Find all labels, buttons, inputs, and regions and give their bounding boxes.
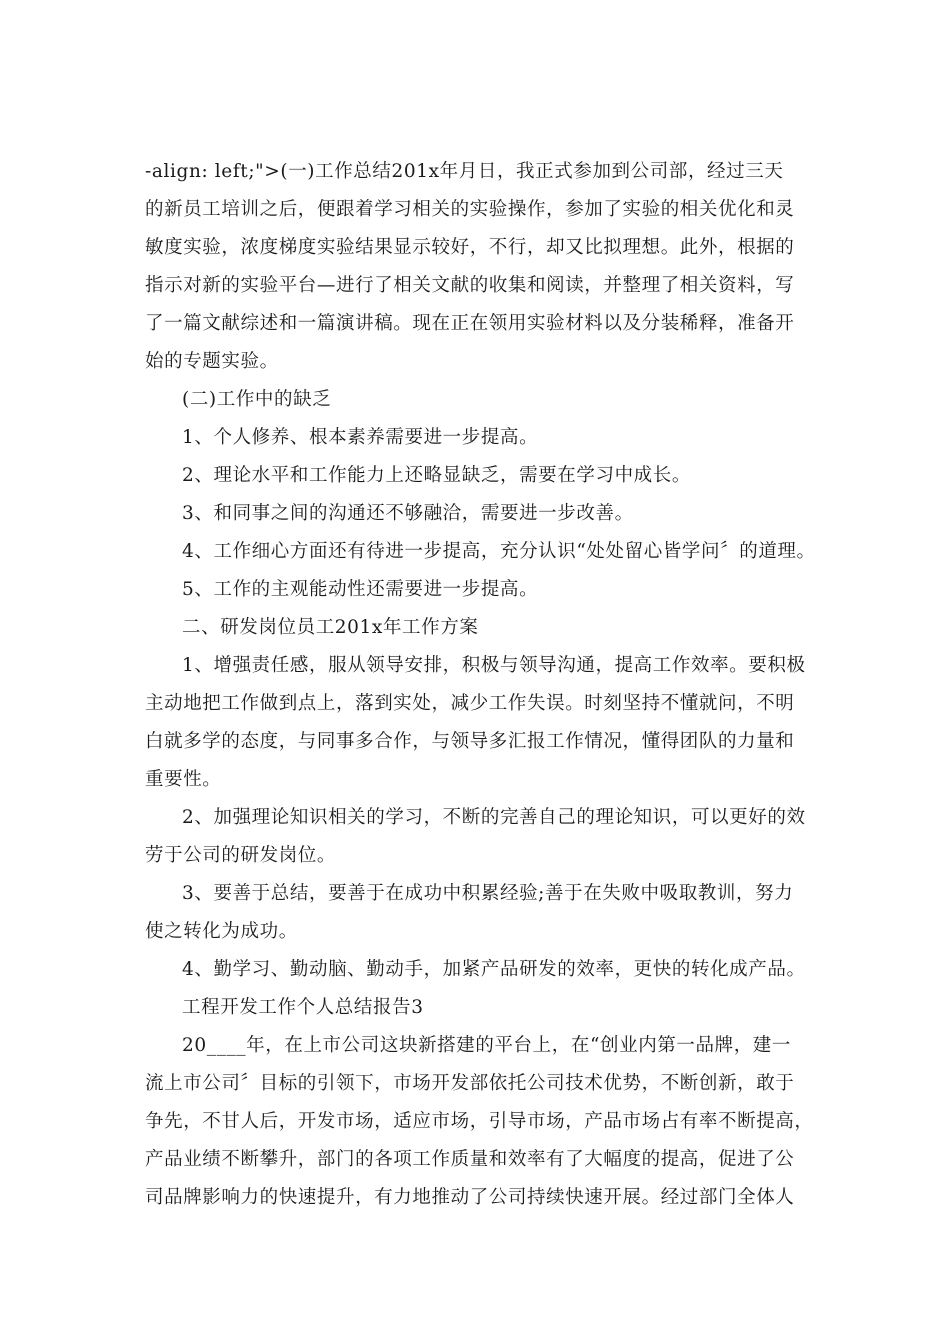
list-item: 2、加强理论知识相关的学习，不断的完善自己的理论知识，可以更好的效 xyxy=(182,807,806,828)
list-item: 3、要善于总结，要善于在成功中积累经验;善于在失败中吸取教训，努力 xyxy=(182,883,794,904)
paragraph-line: 流上市公司〞目标的引领下，市场开发部依托公司技术优势，不断创新，敢于 xyxy=(145,1073,795,1094)
paragraph-line: 20____年，在上市公司这块新搭建的平台上，在“创业内第一品牌，建一 xyxy=(182,1035,792,1056)
list-item: 5、工作的主观能动性还需要进一步提高。 xyxy=(182,579,539,600)
section-heading: (二)工作中的缺乏 xyxy=(182,389,332,410)
section-title: 工程开发工作个人总结报告3 xyxy=(182,997,424,1018)
paragraph-line: 重要性。 xyxy=(145,769,222,790)
paragraph-line: 指示对新的实验平台—进行了相关文献的收集和阅读，并整理了相关资料，写 xyxy=(145,275,795,296)
paragraph-line: 始的专题实验。 xyxy=(145,351,279,372)
paragraph-line: 争先，不甘人后，开发市场，适应市场，引导市场，产品市场占有率不断提高， xyxy=(145,1111,814,1132)
paragraph-line: 使之转化为成功。 xyxy=(145,921,298,942)
list-item: 4、勤学习、勤动脑、勤动手，加紧产品研发的效率，更快的转化成产品。 xyxy=(182,959,806,980)
paragraph-line: 主动地把工作做到点上，落到实处，减少工作失误。时刻坚持不懂就问，不明 xyxy=(145,693,795,714)
list-item: 1、个人修养、根本素养需要进一步提高。 xyxy=(182,427,539,448)
list-item: 4、工作细心方面还有待进一步提高，充分认识“处处留心皆学问〞的道理。 xyxy=(182,541,816,562)
paragraph-line: 产品业绩不断攀升，部门的各项工作质量和效率有了大幅度的提高，促进了公 xyxy=(145,1149,795,1170)
paragraph-line: 的新员工培训之后，便跟着学习相关的实验操作，参加了实验的相关优化和灵 xyxy=(145,199,795,220)
paragraph-line: 了一篇文献综述和一篇演讲稿。现在正在领用实验材料以及分装稀释，准备开 xyxy=(145,313,795,334)
paragraph-line: 敏度实验，浓度梯度实验结果显示较好，不行，却又比拟理想。此外，根据的 xyxy=(145,237,795,258)
paragraph-line: 劳于公司的研发岗位。 xyxy=(145,845,337,866)
list-item: 1、增强责任感，服从领导安排，积极与领导沟通，提高工作效率。要积极 xyxy=(182,655,806,676)
list-item: 3、和同事之间的沟通还不够融洽，需要进一步改善。 xyxy=(182,503,634,524)
section-heading: 二、研发岗位员工201x年工作方案 xyxy=(182,617,479,638)
paragraph-line: 司品牌影响力的快速提升，有力地推动了公司持续快速开展。经过部门全体人 xyxy=(145,1187,795,1208)
paragraph-line: 白就多学的态度，与同事多合作，与领导多汇报工作情况，懂得团队的力量和 xyxy=(145,731,795,752)
paragraph-line: -align: left;">(一)工作总结201x年月日，我正式参加到公司部，经过三天 xyxy=(145,161,784,182)
list-item: 2、理论水平和工作能力上还略显缺乏，需要在学习中成长。 xyxy=(182,465,691,486)
